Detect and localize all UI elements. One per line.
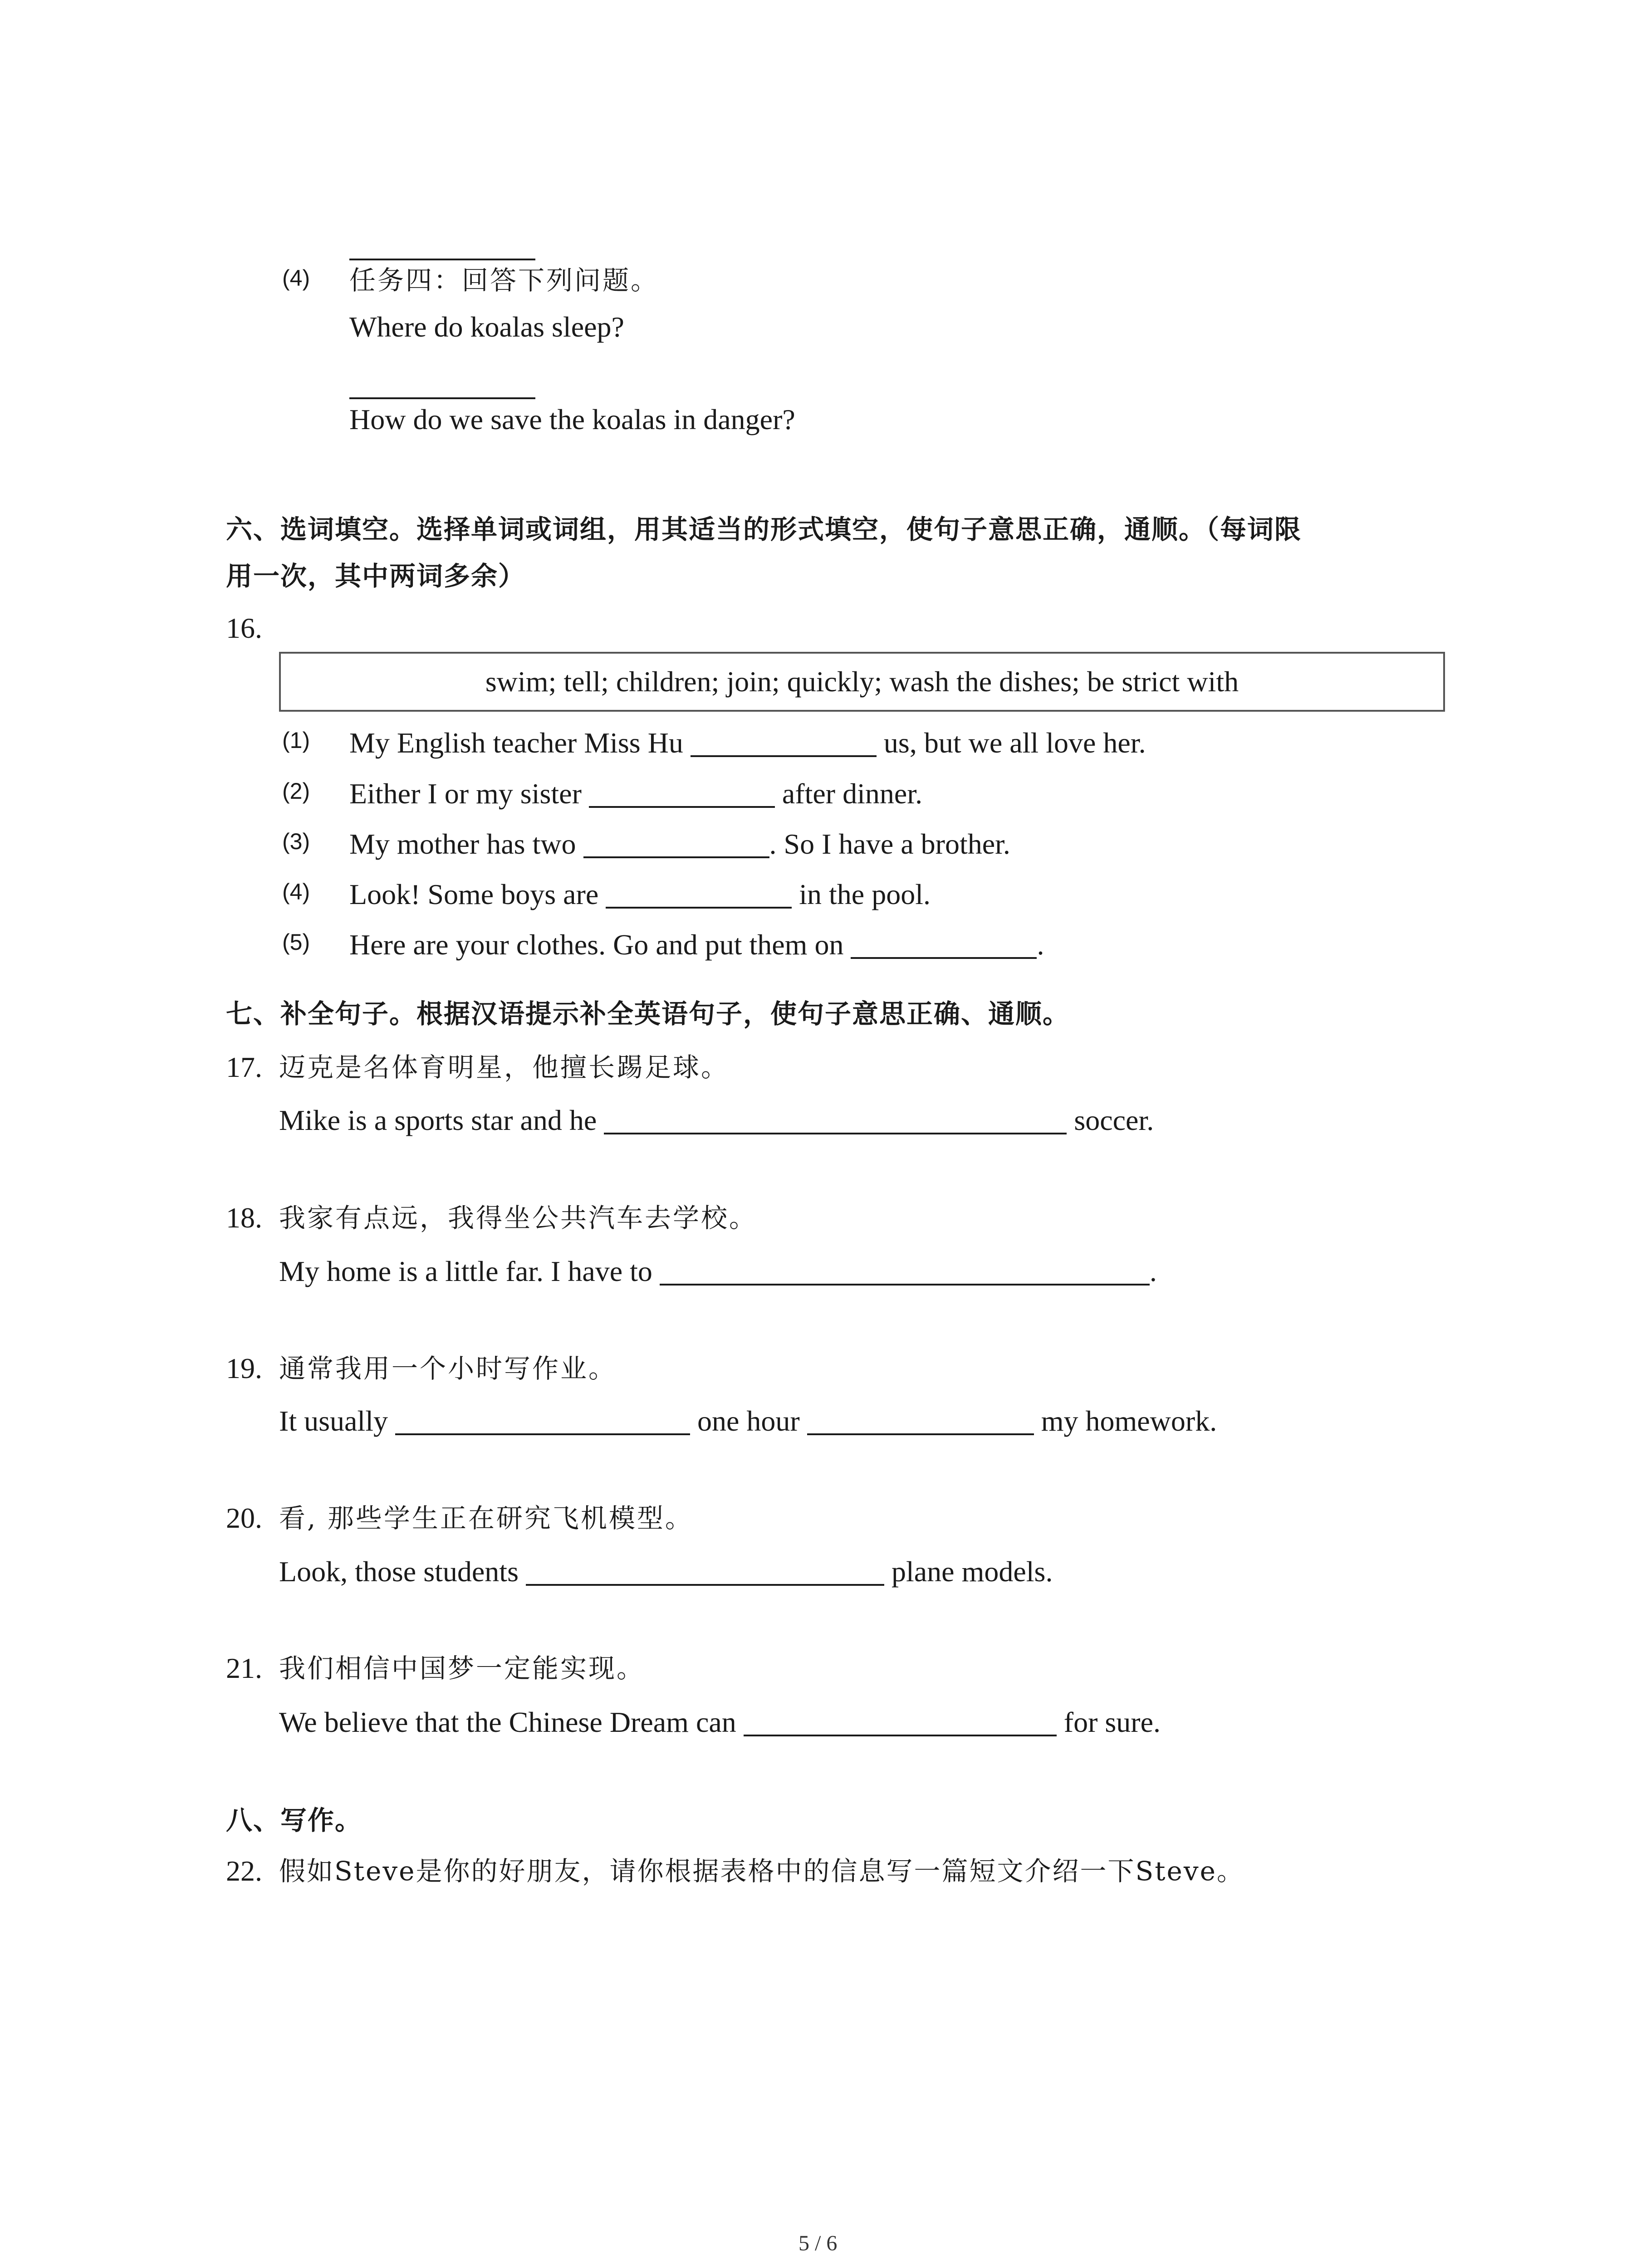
fill-item xyxy=(282,773,310,809)
fill-sentence xyxy=(349,826,1010,862)
answer-blank[interactable] xyxy=(606,878,792,909)
chinese-prompt: 看, 那些学生正在研究飞机模型。 xyxy=(279,1503,693,1534)
fill-sentence xyxy=(279,1253,1157,1290)
item-index: (1) xyxy=(282,728,310,753)
sentence-text: My English teacher Miss Hu xyxy=(349,727,683,759)
chinese-prompt: 我家有点远，我得坐公共汽车去学校。 xyxy=(279,1202,758,1233)
item-index: (4) xyxy=(282,879,310,904)
word-bank-box xyxy=(279,652,1445,712)
page-number: 5 / 6 xyxy=(798,2231,838,2255)
question-number: 17. xyxy=(226,1051,262,1083)
answer-blank[interactable] xyxy=(691,726,877,757)
question-number: 22. xyxy=(226,1855,262,1887)
section-title: 八、写作。 xyxy=(226,1805,362,1836)
fill-sentence xyxy=(349,876,931,913)
sentence-text: Look! Some boys are xyxy=(349,878,599,910)
section-title: 用一次，其中两词多余） xyxy=(226,561,526,591)
sentence-text: Mike is a sports star and he xyxy=(279,1104,597,1136)
answer-line[interactable] xyxy=(349,397,535,399)
fill-item xyxy=(282,722,310,758)
chinese-prompt: 我们相信中国梦一定能实现。 xyxy=(279,1653,645,1684)
word-bank: swim; tell; children; join; quickly; wash the dishes; be strict with xyxy=(485,665,1239,698)
answer-blank[interactable] xyxy=(851,928,1037,959)
sentence-text: It usually xyxy=(279,1405,388,1437)
fill-sentence xyxy=(279,1102,1154,1139)
item-index: (5) xyxy=(282,929,310,955)
question-number: 16. xyxy=(226,612,262,644)
fill-item xyxy=(282,874,310,910)
chinese-prompt: 迈克是名体育明星，他擅长踢足球。 xyxy=(279,1052,730,1083)
sentence-text: soccer. xyxy=(1074,1104,1154,1136)
fill-sentence xyxy=(349,927,1044,963)
question-number: 18. xyxy=(226,1202,262,1234)
sentence-text: Here are your clothes. Go and put them on xyxy=(349,929,844,961)
question-number: 19. xyxy=(226,1352,262,1384)
task-heading: 任务四：回答下列问题。 xyxy=(349,265,659,296)
writing-prompt: 假如Steve是你的好朋友，请你根据表格中的信息写一篇短文介绍一下Steve。 xyxy=(279,1856,1244,1887)
answer-blank[interactable] xyxy=(744,1706,1057,1736)
section-title: 六、选词填空。选择单词或词组，用其适当的形式填空，使句子意思正确，通顺。（每词限 xyxy=(226,514,1302,545)
sentence-text: . So I have a brother. xyxy=(769,828,1010,860)
fill-sentence xyxy=(279,1554,1053,1590)
fill-sentence xyxy=(279,1704,1161,1740)
sentence-text: us, but we all love her. xyxy=(883,727,1146,759)
question-number: 21. xyxy=(226,1652,262,1684)
answer-blank[interactable] xyxy=(807,1404,1034,1435)
sentence-text: My mother has two xyxy=(349,828,576,860)
sentence-text: My home is a little far. I have to xyxy=(279,1255,652,1287)
answer-blank[interactable] xyxy=(526,1555,884,1586)
sentence-text: one hour xyxy=(697,1405,800,1437)
fill-item xyxy=(282,823,310,860)
answer-blank[interactable] xyxy=(604,1104,1067,1134)
chinese-prompt: 通常我用一个小时写作业。 xyxy=(279,1353,617,1384)
answer-blank[interactable] xyxy=(660,1255,1150,1286)
sentence-text: after dinner. xyxy=(782,777,923,810)
section-title: 七、补全句子。根据汉语提示补全英语句子，使句子意思正确、通顺。 xyxy=(226,998,1070,1029)
answer-blank[interactable] xyxy=(589,777,775,808)
fill-sentence xyxy=(349,725,1146,761)
sentence-text: We believe that the Chinese Dream can xyxy=(279,1706,736,1738)
sentence-text: . xyxy=(1149,1255,1157,1287)
sentence-text: for sure. xyxy=(1063,1706,1161,1738)
item-index: (4) xyxy=(282,265,310,291)
item-index: (2) xyxy=(282,778,310,804)
fill-sentence xyxy=(279,1403,1217,1439)
answer-line[interactable] xyxy=(349,259,535,260)
fill-item xyxy=(282,924,310,960)
sentence-text: . xyxy=(1037,929,1044,961)
answer-blank[interactable] xyxy=(583,827,769,858)
fill-sentence xyxy=(349,776,922,812)
item-index: (3) xyxy=(282,829,310,854)
sentence-text: Either I or my sister xyxy=(349,777,582,810)
answer-blank[interactable] xyxy=(395,1404,690,1435)
question-number: 20. xyxy=(226,1502,262,1534)
sentence-text: plane models. xyxy=(891,1555,1053,1588)
question-text: How do we save the koalas in danger? xyxy=(349,403,795,435)
sentence-text: my homework. xyxy=(1041,1405,1217,1437)
sentence-text: in the pool. xyxy=(799,878,931,910)
sentence-text: Look, those students xyxy=(279,1555,519,1588)
question-text: Where do koalas sleep? xyxy=(349,311,624,343)
